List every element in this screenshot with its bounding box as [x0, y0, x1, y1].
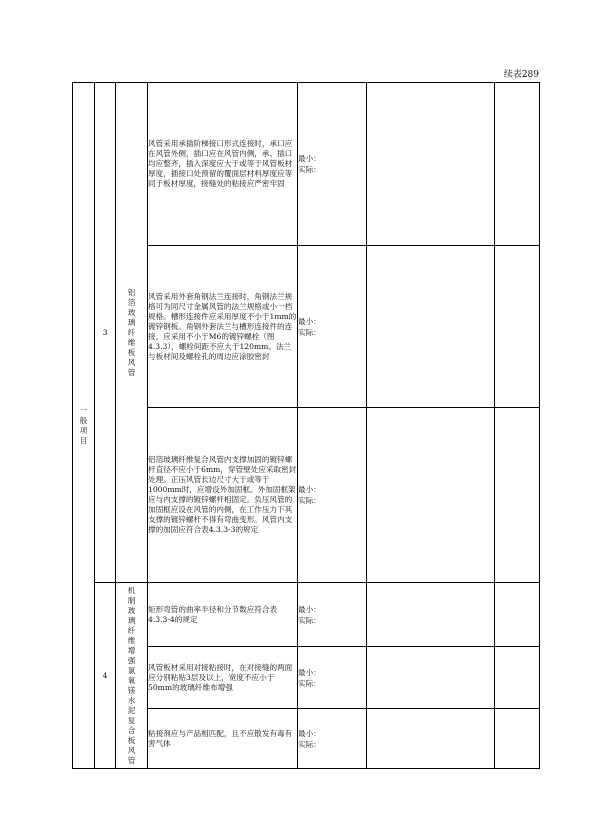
measurement-cell	[298, 583, 367, 647]
remark-cell	[495, 246, 540, 408]
result-cell	[367, 83, 495, 246]
actual-label: 实际：	[298, 615, 321, 625]
requirement-cell: 风管采用外套角钢法兰连接时，角钢法兰规格可为同尺寸金属风管的法兰规格或小一档规格。槽形连接件应采用厚度不小于1mm的镀锌钢板。角钢外套法兰与槽形连接件的连接，应采用不小于M6的镀锌螺栓（图4.3.3），螺栓间距不应大于120mm。法兰与板材间及螺栓孔的周边应涂胶密封	[148, 246, 298, 408]
actual-label: 实际：	[298, 165, 321, 174]
min-label: 最小：	[298, 316, 321, 326]
measurement-cell	[298, 408, 367, 583]
measurement-cell	[298, 709, 367, 769]
table-row	[73, 583, 540, 647]
min-label: 最小：	[298, 485, 321, 494]
remark-cell	[495, 408, 540, 583]
measurement-cell	[298, 246, 367, 408]
category-cell: 一般项目	[73, 83, 95, 769]
item-number: 3	[95, 83, 116, 583]
remark-cell	[495, 709, 540, 769]
min-label: 最小：	[298, 604, 321, 614]
result-cell	[367, 709, 495, 769]
table-row	[73, 83, 540, 246]
measurement-cell	[298, 83, 367, 246]
min-label: 最小：	[298, 154, 321, 163]
remark-cell	[495, 583, 540, 647]
requirement-cell: 矩形弯管的曲率半径和分节数应符合表4.3.3-4的规定	[148, 583, 298, 647]
actual-label: 实际：	[298, 739, 321, 749]
result-cell	[367, 246, 495, 408]
requirement-cell: 风管板材采用对接粘接时，在对接缝的两面应分别粘贴3层及以上，宽度不应小于50mm的玻璃纤维布增强	[148, 647, 298, 709]
result-cell	[367, 647, 495, 709]
requirement-cell: 风管采用承插阶梯接口形式连接时，承口应在风管外侧，插口应在风管内侧，承、插口均应整齐，插入深度应大于或等于风管板材厚度，插接口处预留的覆面层材料厚度应等同于板材厚度，接缝处的粘接应严密牢固	[148, 83, 298, 246]
requirement-cell: 粘接剂应与产品相匹配，且不应散发有毒有害气体	[148, 709, 298, 769]
actual-label: 实际：	[298, 327, 321, 337]
inspection-table	[72, 82, 540, 769]
item-name: 机制玻璃纤维增强氯氧镁水泥复合板风管	[116, 583, 148, 769]
item-number: 4	[95, 583, 116, 769]
remark-cell	[495, 83, 540, 246]
min-label: 最小：	[298, 667, 321, 677]
result-cell	[367, 408, 495, 583]
item-name: 铝箔玻璃纤维板风管	[116, 83, 148, 583]
min-label: 最小：	[298, 728, 321, 738]
remark-cell	[495, 647, 540, 709]
actual-label: 实际：	[298, 678, 321, 688]
measurement-cell	[298, 647, 367, 709]
actual-label: 实际：	[298, 496, 321, 505]
result-cell	[367, 583, 495, 647]
requirement-cell: 铝箔玻璃纤维复合风管内支撑加固的镀锌螺杆直径不应小于6mm，穿管壁处应采取密封处理。正压风管长边尺寸大于或等于1000mm时，应增设外加固框。外加固框架应与内支撑的镀锌螺杆相固定。负压风管的加固框应设在风管的内侧，在工作压力下其支撑的镀锌螺杆不得有弯曲变形。风管内支撑的加固应符合表4.3.3-3的规定	[148, 408, 298, 583]
page-label: 续表289	[503, 70, 539, 80]
